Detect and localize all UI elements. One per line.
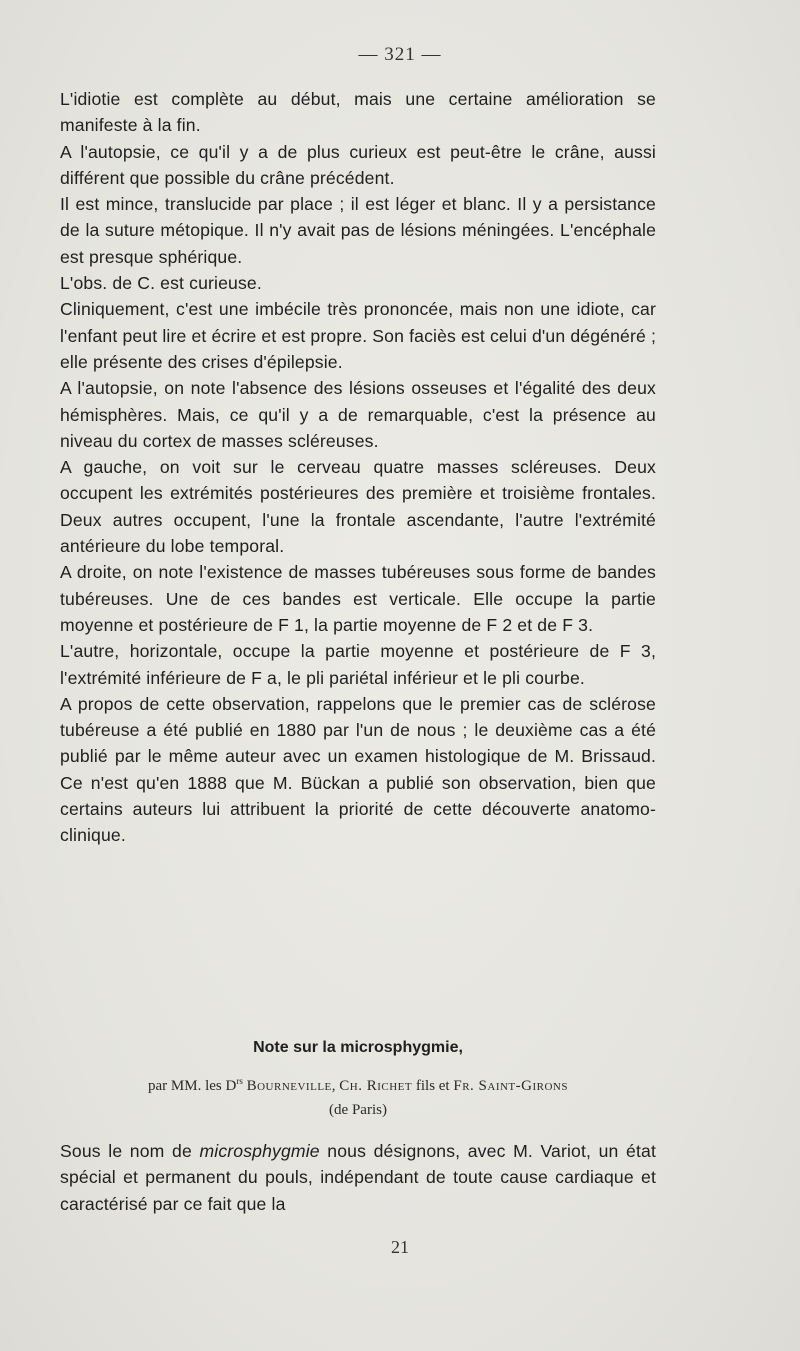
paragraph-10: A propos de cette observation, rappelons que le premier cas de sclérose tubéreuse a été publié en 1880 par l'un de nous ; le deuxième cas a été publié par le même auteur avec un examen histologique de M. Brissaud. Ce n'est qu'en 1888 que M. Bückan a publié son observation, bien que certains auteurs lui attribuent la priorité de cette découverte anatomo-clinique. <box>60 693 656 846</box>
authors-prefix: par MM. les D <box>148 1078 237 1094</box>
paragraph-4: L'obs. de C. est curieuse. <box>60 273 262 294</box>
main-text <box>60 86 656 849</box>
signature-mark: 21 <box>391 1237 409 1257</box>
final-paragraph <box>60 1138 656 1217</box>
paragraph-3: Il est mince, translucide par place ; il est léger et blanc. Il y a persistance de la suture métopique. Il n'y avait pas de lésions méningées. L'encéphale est presque sphérique. <box>60 194 656 267</box>
final-term: microsphygmie <box>199 1141 320 1161</box>
page-number: — 321 — <box>358 44 442 65</box>
author-richet: Ch. Richet <box>339 1078 413 1094</box>
note-title: Note sur la microsphygmie, <box>253 1039 463 1056</box>
paragraph-9: L'autre, horizontale, occupe la partie moyenne et postérieure de F 3, l'extrémité inférieure de F a, le pli pariétal inférieur et le pli courbe. <box>60 641 656 688</box>
author-saint-girons: Fr. Saint-Girons <box>453 1078 568 1094</box>
note-authors <box>60 1069 656 1122</box>
paragraph-2: A l'autopsie, ce qu'il y a de plus curieux est peut-être le crâne, aussi différent que possible du crâne précédent. <box>60 141 656 188</box>
final-start: Sous le nom de <box>60 1141 200 1161</box>
authors-line: par MM. les $D^{rs}$ Bourneville, Ch. Richet fils et Fr. Saint-Girons <box>148 1076 568 1094</box>
author-bourneville: Bourneville <box>246 1078 332 1094</box>
final-paragraph-text <box>60 1138 656 1217</box>
paragraph-6: A l'autopsie, on note l'absence des lésions osseuses et l'égalité des deux hémisphères. Mais, ce qu'il y a de remarquable, c'est la présence au niveau du cortex de masses scléreuses. <box>60 378 656 451</box>
final-rest: nous désignons, avec M. Variot, un état spécial et permanent du pouls, indépendant de toute cause cardiaque et caractérisé par ce fait que la <box>60 1141 656 1214</box>
fils-et: fils et <box>415 1078 450 1094</box>
authors-sup: rs <box>236 1076 243 1086</box>
paragraph-5: Cliniquement, c'est une imbécile très prononcée, mais non une idiote, car l'enfant peut lire et écrire et est propre. Son faciès est celui d'un dégénéré ; elle présente des crises d'épilepsie. <box>60 299 656 372</box>
paragraph-8: A droite, on note l'existence de masses tubéreuses sous forme de bandes tubéreuses. Une de ces bandes est verticale. Elle occupe la partie moyenne et postérieure de F 1, la partie moyenne de F 2 et de F 3. <box>60 562 656 635</box>
authors-location: (de Paris) <box>329 1102 387 1118</box>
paragraph-1: L'idiotie est complète au début, mais une certaine amélioration se manifeste à la fin. <box>60 89 656 136</box>
paragraph-7: A gauche, on voit sur le cerveau quatre masses scléreuses. Deux occupent les extrémités postérieures des première et troisième frontales. Deux autres occupent, l'une la frontale ascendante, l'autre l'extrémité antérieure du lobe temporal. <box>60 457 656 557</box>
